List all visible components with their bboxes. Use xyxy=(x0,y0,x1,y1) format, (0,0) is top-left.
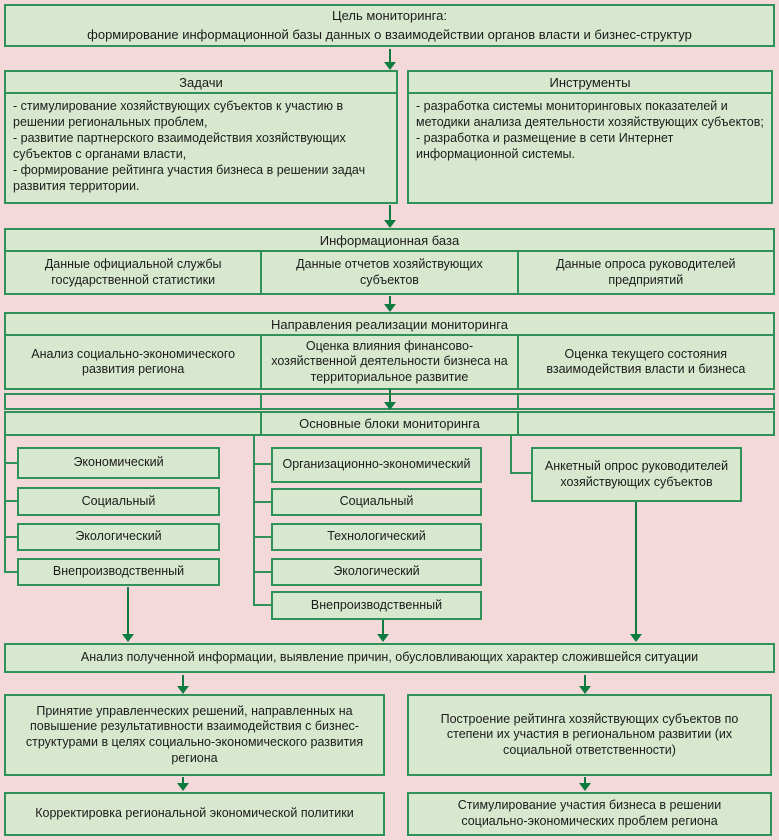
connector-line xyxy=(253,436,255,606)
blocks-header-row xyxy=(4,411,775,436)
blocks-header-cell xyxy=(517,413,773,434)
arrow-down-icon xyxy=(122,587,134,642)
blocks-header-cell xyxy=(6,413,260,434)
directions-row xyxy=(6,336,773,388)
connector-line xyxy=(6,500,17,502)
block-item-middle: Социальный xyxy=(271,488,482,516)
result-box-right: Стимулирование участия бизнеса в решении социально-экономических проблем региона xyxy=(407,792,772,836)
block-item-middle: Экологический xyxy=(271,558,482,586)
info-base-cell: Данные опроса руководителей предприятий xyxy=(517,252,773,293)
block-item-left: Экономический xyxy=(17,447,220,479)
analysis-box: Анализ полученной информации, выявление причин, обусловливающих характер сложившейся ситуации xyxy=(4,643,775,673)
result-box-left: Корректировка региональной экономической политики xyxy=(4,792,385,836)
info-base-header: Информационная база xyxy=(6,230,773,252)
decision-box-left: Принятие управленческих решений, направленных на повышение результативности взаимодействия с бизнес-структурами в целях социально-экономического развития региона xyxy=(4,694,385,776)
tools-body xyxy=(409,94,771,202)
block-item-left: Экологический xyxy=(17,523,220,551)
arrow-down-icon xyxy=(384,205,396,228)
spacer-cell xyxy=(6,395,260,408)
arrow-down-icon xyxy=(384,49,396,70)
connector-line xyxy=(255,463,271,465)
arrow-down-icon xyxy=(384,296,396,312)
task-item: - стимулирование хозяйствующих субъектов к участию в решении региональных проблем, xyxy=(13,99,344,129)
blocks-header-title: Основные блоки мониторинга xyxy=(260,413,516,434)
directions-header: Направления реализации мониторинга xyxy=(6,314,773,336)
directions-table xyxy=(4,312,775,390)
directions-cell: Оценка текущего состояния взаимодействия власти и бизнеса xyxy=(517,336,773,388)
connector-line xyxy=(6,536,17,538)
arrow-down-icon xyxy=(177,675,189,694)
info-base-cell: Данные официальной службы государственной статистики xyxy=(44,257,222,287)
connector-line xyxy=(4,436,6,573)
connector-line xyxy=(510,472,532,474)
task-item: - формирование рейтинга участия бизнеса в решении задач развития территории. xyxy=(13,163,366,193)
connector-line xyxy=(255,571,271,573)
info-base-cell: Данные отчетов хозяйствующих субъектов xyxy=(260,252,516,293)
goal-title: Цель мониторинга: xyxy=(331,8,447,24)
block-item-left: Социальный xyxy=(17,487,220,516)
block-item-middle: Внепроизводственный xyxy=(271,591,482,620)
tool-item: - разработка и размещение в сети Интернет информационной системы. xyxy=(416,131,674,161)
task-item: - развитие партнерского взаимодействия хозяйствующих субъектов с органами власти, xyxy=(13,131,346,161)
tasks-body xyxy=(6,94,396,202)
tools-panel xyxy=(407,70,773,204)
block-item-left: Внепроизводственный xyxy=(17,558,220,586)
info-base-table xyxy=(4,228,775,295)
block-item-middle: Технологический xyxy=(271,523,482,551)
spacer-cell xyxy=(517,395,773,408)
arrow-down-icon xyxy=(579,777,591,791)
tools-header: Инструменты xyxy=(409,72,771,94)
tasks-header: Задачи xyxy=(6,72,396,94)
decision-box-right: Построение рейтинга хозяйствующих субъектов по степени их участия в региональном развитии (их социальной ответственности) xyxy=(407,694,772,776)
tasks-panel xyxy=(4,70,398,204)
block-item-middle: Организационно-экономический xyxy=(271,447,482,483)
directions-cell: Оценка влияния финансово-хозяйственной деятельности бизнеса на территориальное развитие xyxy=(260,336,516,388)
connector-line xyxy=(6,571,17,573)
arrow-down-icon xyxy=(177,777,189,791)
arrow-down-icon xyxy=(579,675,591,694)
survey-box: Анкетный опрос руководителей хозяйствующих субъектов xyxy=(531,447,742,502)
connector-line xyxy=(255,536,271,538)
tool-item: - разработка системы мониторинговых показателей и методики анализа деятельности хозяйствующих субъектов; xyxy=(416,99,764,129)
connector-line xyxy=(255,501,271,503)
connector-line xyxy=(6,462,17,464)
connector-line xyxy=(510,436,512,474)
connector-line xyxy=(255,604,271,606)
arrow-down-icon xyxy=(384,389,396,410)
directions-cell: Анализ социально-экономического развития региона xyxy=(31,346,236,376)
arrow-down-icon xyxy=(377,620,389,642)
goal-box xyxy=(4,4,775,47)
info-base-row xyxy=(6,252,773,293)
arrow-down-icon xyxy=(630,502,642,642)
goal-subtitle: формирование информационной базы данных о взаимодействии органов власти и бизнес-структур xyxy=(87,26,692,42)
